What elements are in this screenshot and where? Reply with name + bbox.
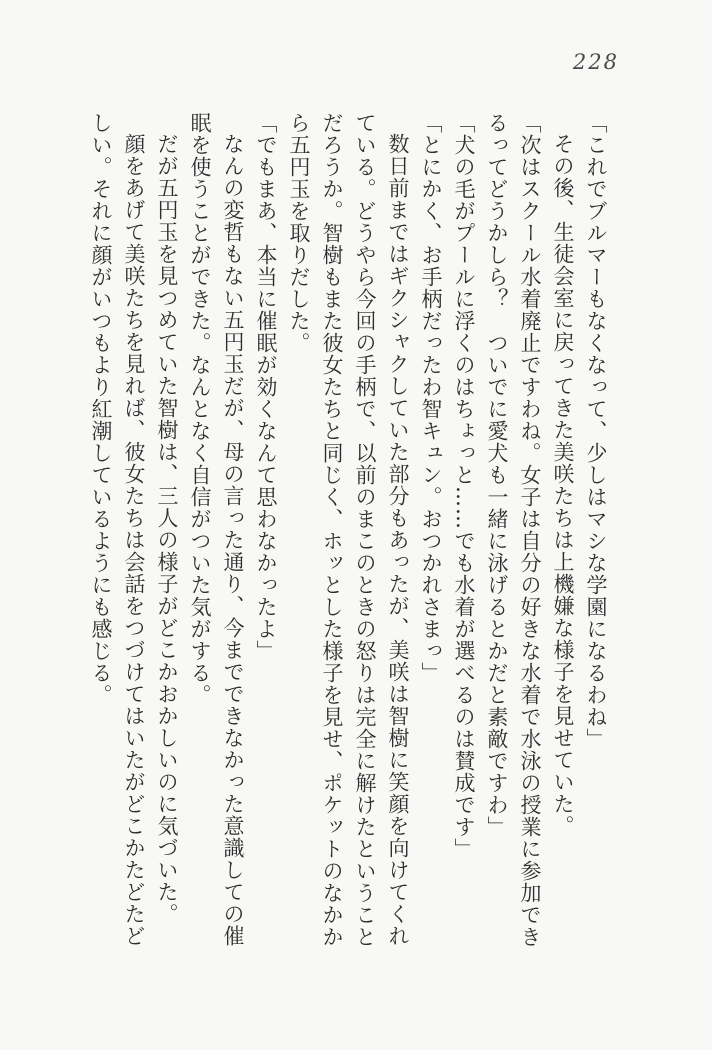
paragraph-narration-5: 顔をあげて美咲たちを見れば、彼女たちは会話をつづけてはいたがどこかたどたどしい。それに顔がいつもより紅潮しているようにも感じる。 (89, 112, 146, 947)
paragraph-dialogue-5: 「でもまあ、本当に催眠が効くなんて思わなかったよ」 (254, 112, 278, 662)
paragraph-narration-4: だが五円玉を見つめていた智樹は、三人の様子がどこかおかしいのに気づいた。 (155, 133, 179, 925)
paragraph-narration-2: 数日前まではギクシャクしていた部分もあったが、美咲は智樹に笑顔を向けてくれている。どうやら今回の手柄で、以前のまこのときの怒りは完全に解けたということだろうか。智樹もまた彼女たちと同じく、ホッとした様子を見せ、ポケットのなかから五円玉を取りだした。 (287, 112, 410, 948)
paragraph-dialogue-3: 「犬の毛がプールに浮くのはちょっと……でも水着が選べるのは賛成です」 (452, 112, 476, 860)
page-number: 228 (572, 50, 619, 74)
paragraph-narration-1: その後、生徒会室に戻ってきた美咲たちは上機嫌な様子を見せていた。 (551, 133, 575, 837)
paragraph-dialogue-1: 「これでブルマーもなくなって、少しはマシな学園になるわね」 (584, 112, 608, 750)
paragraph-dialogue-4: 「とにかく、お手柄だったわ智キュン。おつかれさまっ」 (419, 112, 443, 684)
paragraph-dialogue-2: 「次はスクール水着廃止ですわね。女子は自分の好きな水着で水泳の授業に参加できるってどうかしら？ ついでに愛犬も一緒に泳げるとかだと素敵ですわ」 (485, 112, 542, 948)
page-text (84, 112, 612, 954)
paragraph-narration-3: なんの変哲もない五円玉だが、母の言った通り、今までできなかった意識しての催眠を使うことができた。なんとなく自信がついた気がする。 (188, 112, 245, 947)
